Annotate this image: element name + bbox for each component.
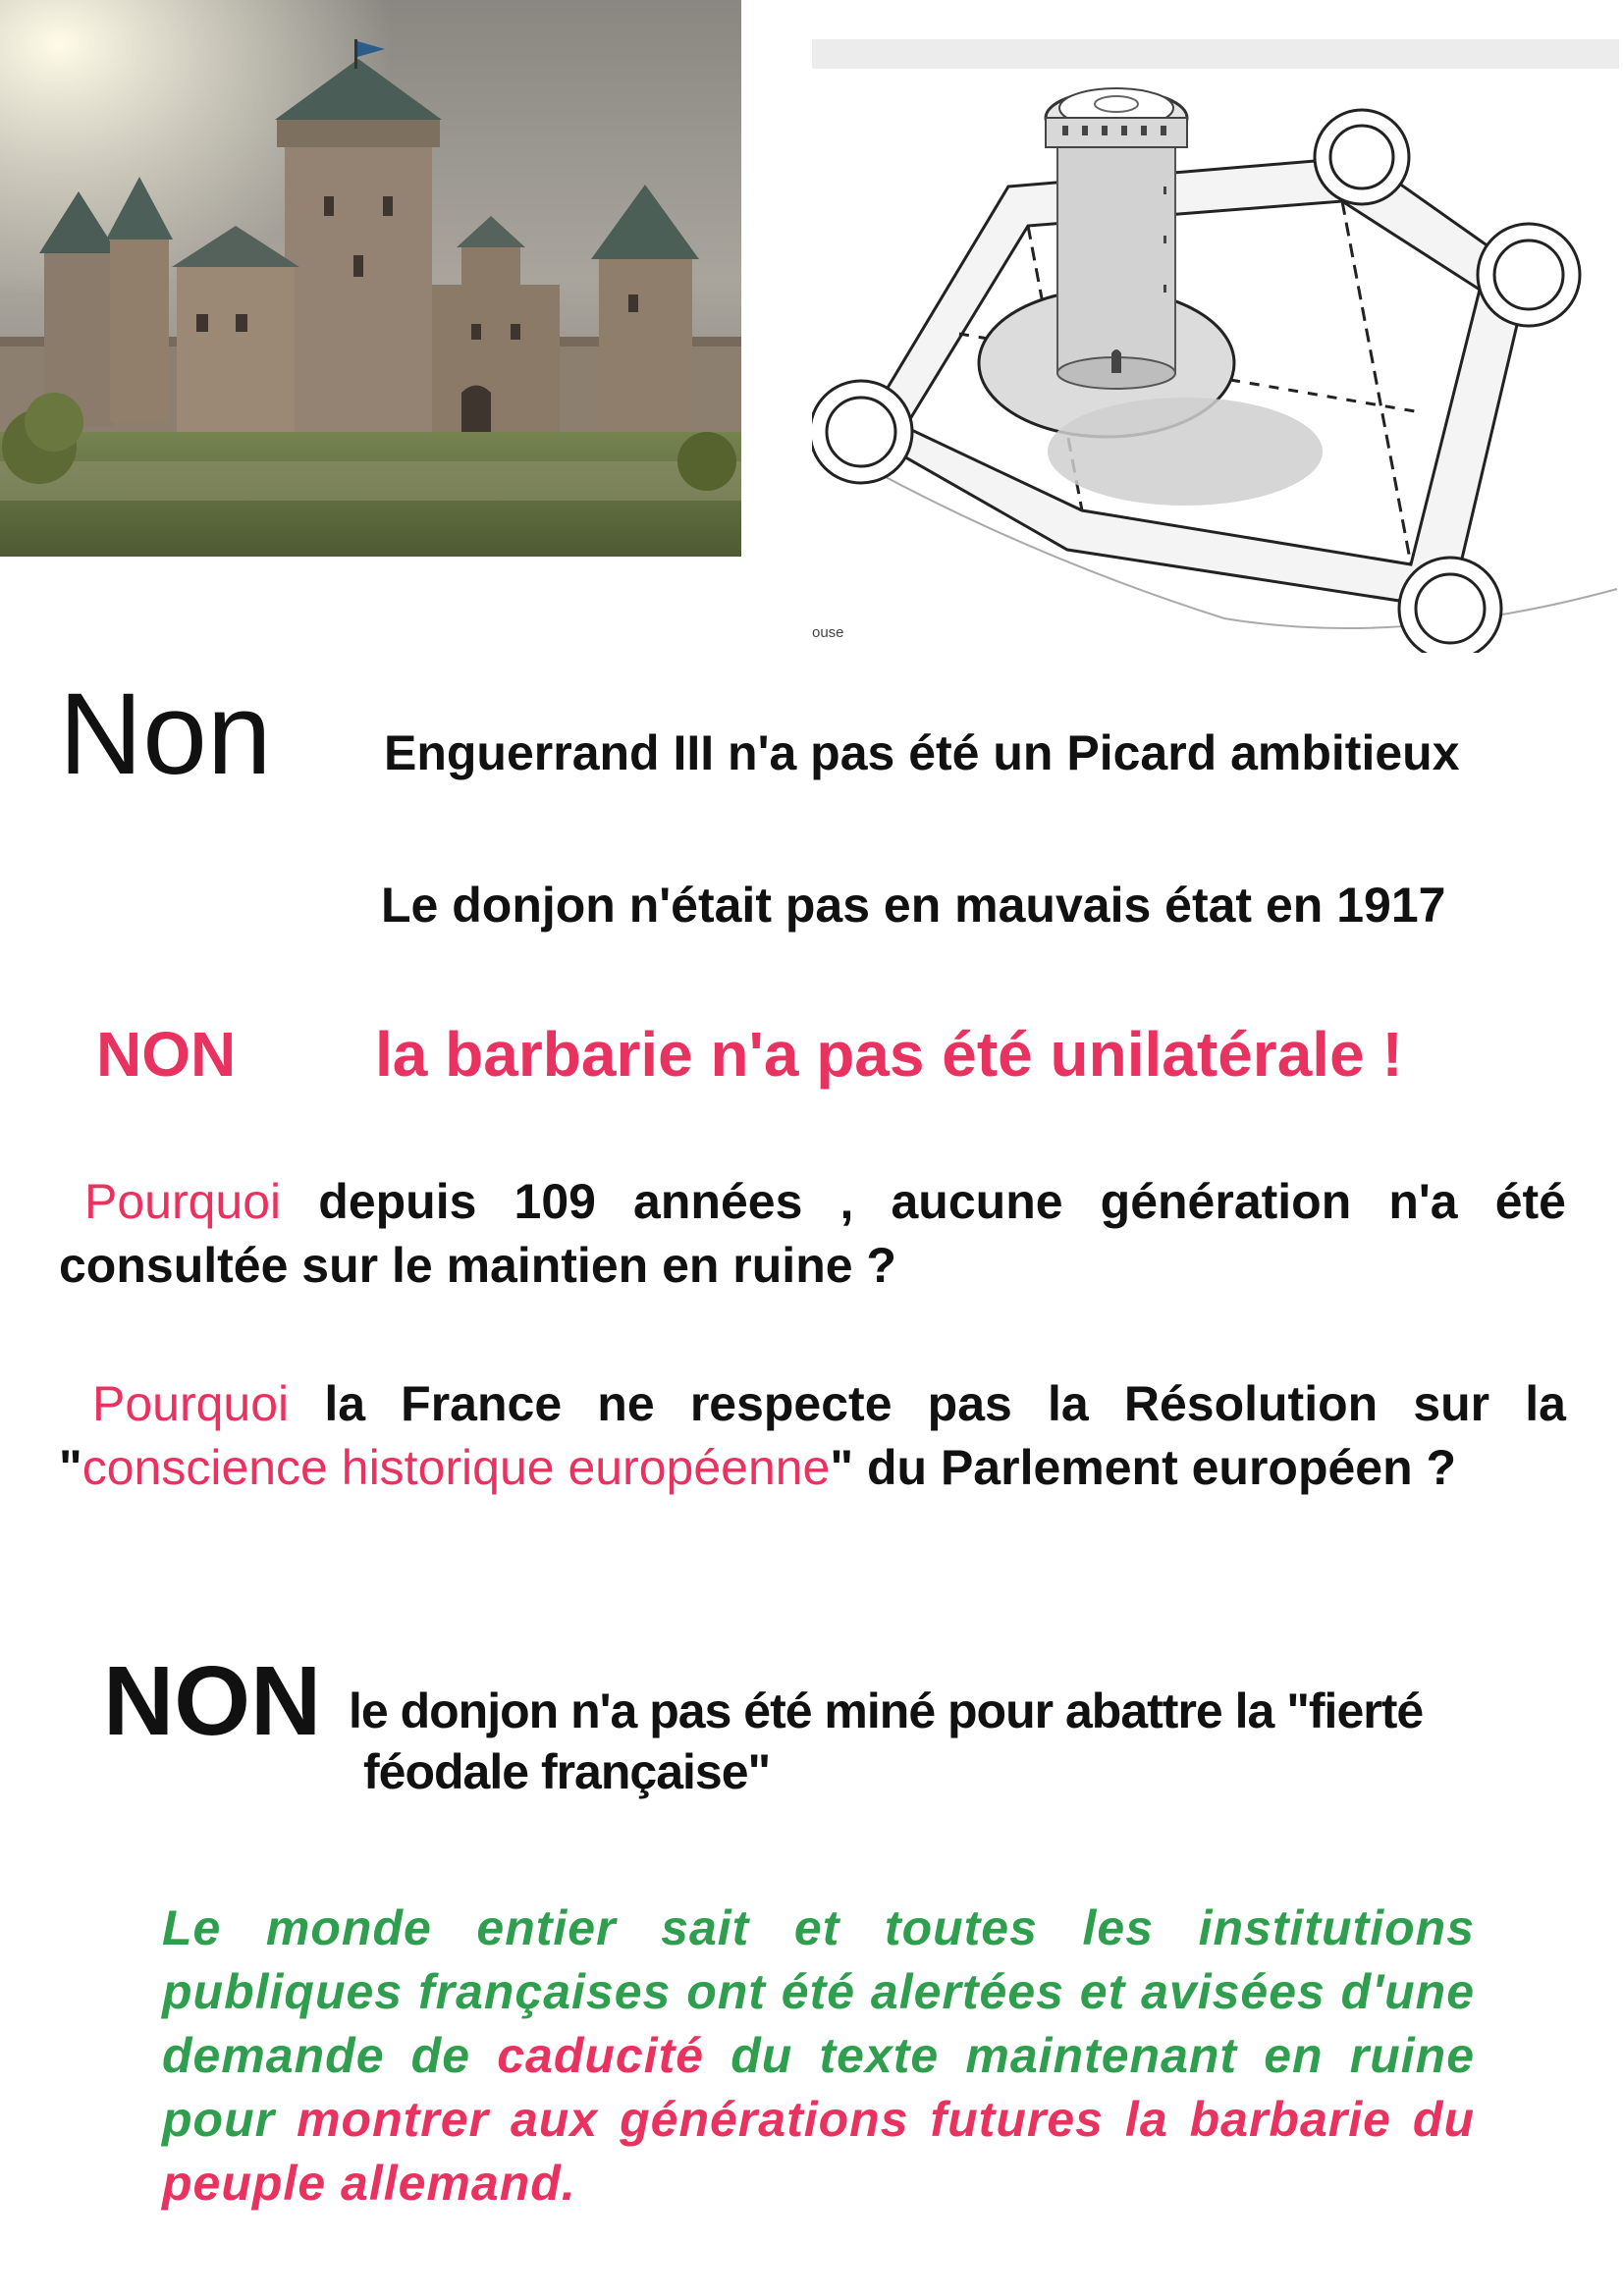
question-text-a: la France ne respecte pas la Résolution sur la " (59, 1376, 1566, 1495)
conclusion-part-2: du texte maintenant en ruine pour (162, 2028, 1476, 2147)
question-text: depuis 109 années , aucune génération n'a été consultée sur le maintien en ruine ? (59, 1174, 1566, 1293)
statement-donjon-line-b: féodale française" (363, 1744, 771, 1799)
plan-image-topbar (812, 39, 1619, 69)
conclusion-paragraph (162, 1896, 1475, 2216)
statement-donjon-mine (349, 1681, 1576, 1802)
non-heading-barbarie: NON (96, 1019, 237, 1090)
question-text-b: " du Parlement européen ? (830, 1440, 1457, 1495)
statement-barbarie: la barbarie n'a pas été unilatérale ! (375, 1019, 1403, 1090)
castle-plan-drawing (812, 39, 1619, 653)
non-heading-large: Non (59, 669, 272, 799)
question-paragraph-generations (59, 1170, 1566, 1298)
statement-donjon-line-a: le donjon n'a pas été miné pour abattre la "fierté (349, 1683, 1424, 1738)
conclusion-part-1: Le monde entier sait et toutes les institutions publiques françaises ont été alertées et avisées d'une demande de (162, 1900, 1475, 2083)
highlight-caducite: caducité (497, 2028, 705, 2083)
castle-painting-image (0, 0, 741, 557)
statement-donjon-state: Le donjon n'était pas en mauvais état en 1917 (381, 878, 1446, 933)
non-heading-donjon: NON (103, 1646, 322, 1756)
question-paragraph-resolution (59, 1372, 1566, 1500)
plan-image-credit: ouse (812, 624, 844, 641)
highlight-conscience: conscience historique européenne (81, 1440, 831, 1495)
statement-enguerrand: Enguerrand III n'a pas été un Picard ambitieux (384, 725, 1460, 780)
question-keyword-pourquoi: Pourquoi (92, 1376, 290, 1431)
question-keyword-pourquoi: Pourquoi (84, 1174, 282, 1229)
highlight-montrer: montrer aux générations futures la barbarie du peuple allemand. (162, 2092, 1475, 2211)
